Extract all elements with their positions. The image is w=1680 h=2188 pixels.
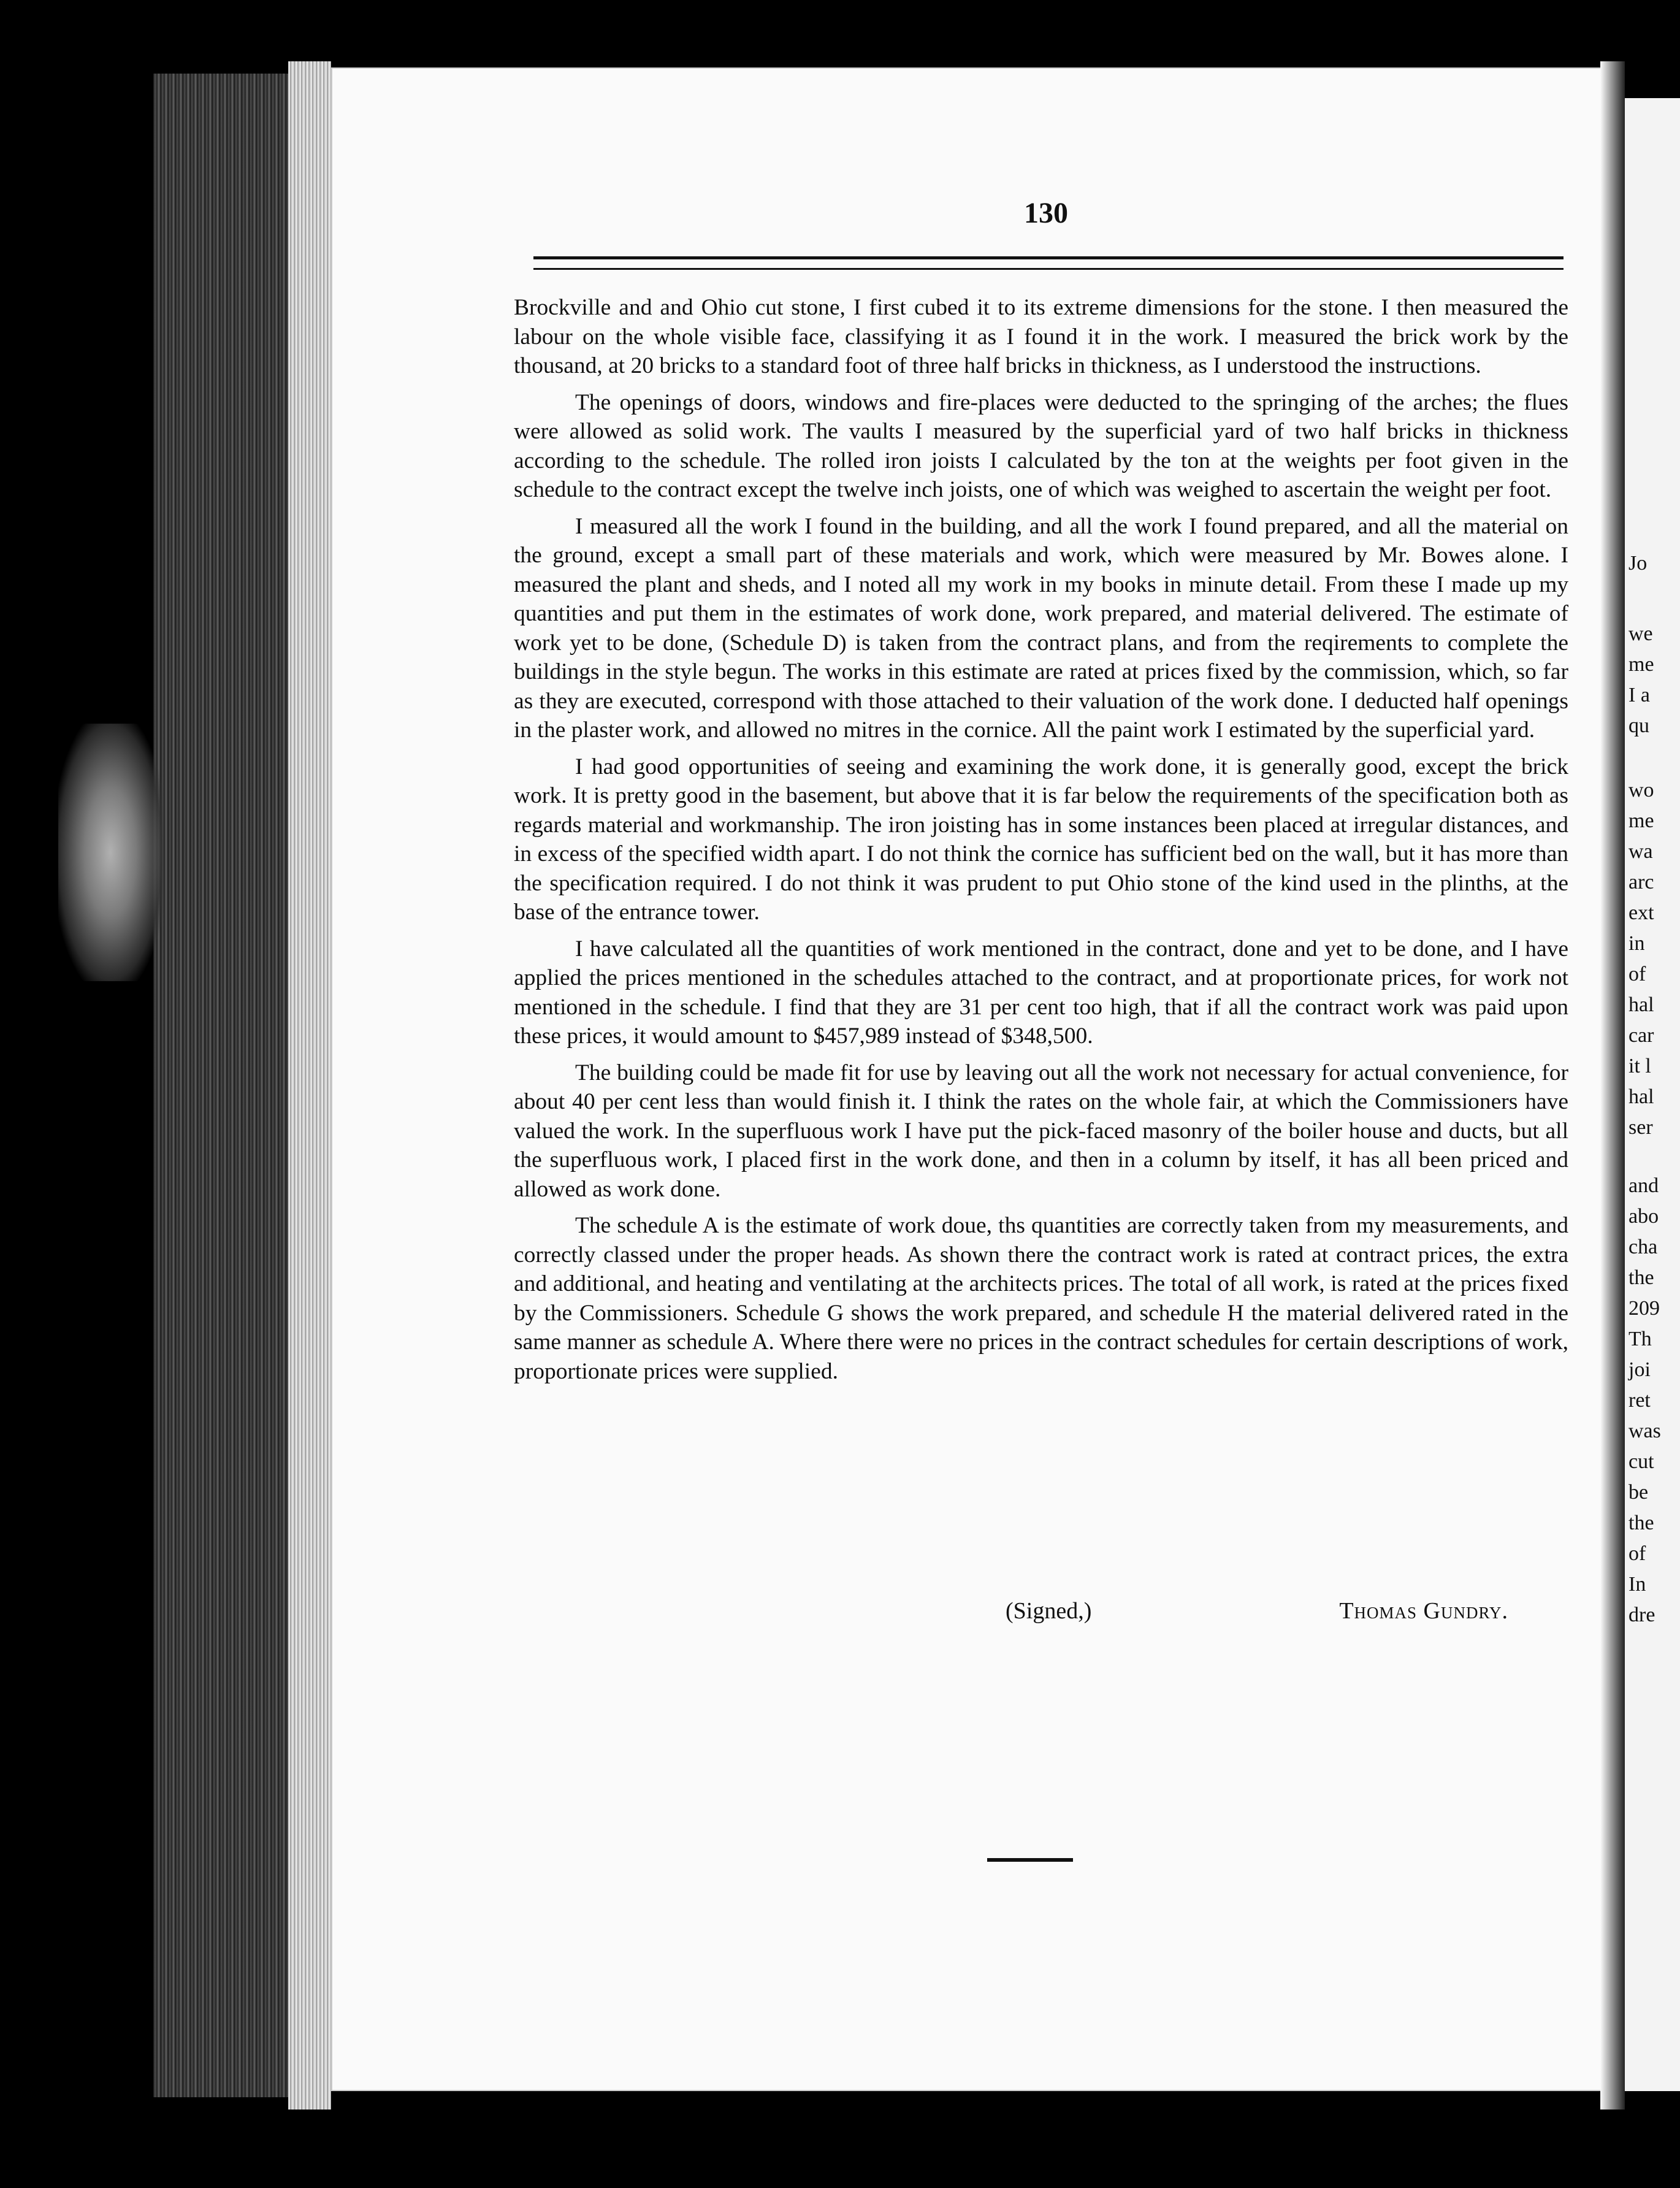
adjacent-page-word: qu xyxy=(1628,714,1649,737)
adjacent-page-word: joi xyxy=(1628,1358,1651,1381)
adjacent-page-word: ret xyxy=(1628,1389,1651,1412)
adjacent-page-word: the xyxy=(1628,1266,1654,1289)
adjacent-page-word: I a xyxy=(1628,684,1650,706)
adjacent-page-word: hal xyxy=(1628,993,1654,1016)
adjacent-page-word: in xyxy=(1628,932,1645,955)
adjacent-page-word: was xyxy=(1628,1420,1661,1442)
adjacent-page-word: wa xyxy=(1628,840,1653,863)
signature-line xyxy=(1006,1597,1508,1624)
adjacent-page-word: In xyxy=(1628,1573,1646,1596)
adjacent-page-word: cut xyxy=(1628,1450,1654,1473)
adjacent-page-word: arc xyxy=(1628,871,1654,893)
paragraph-1: Brockville and and Ohio cut stone, I first cubed it to its extreme dimensions for the stone. I then measured the labour on the whole visible face, classifying it as I found it in the work. I measured the brick work by the thousand, at 20 bricks to a standard foot of three half bricks in thickness, as I understood the instructions. xyxy=(514,295,1568,378)
adjacent-page-word: of xyxy=(1628,1542,1646,1565)
adjacent-page-word: Jo xyxy=(1628,552,1648,575)
adjacent-page-word: we xyxy=(1628,622,1653,645)
paragraph-2: The openings of doors, windows and fire-places were deducted to the springing of the arches; the flues were allowed as solid work. The vaults I measured by the superficial yard of two half bricks in thickness according to the schedule. The rolled iron joists I calculated by the ton at the weights per foot given in the schedule to the contract except the twelve inch joists, one of which was weighed to ascertain the weight per foot. xyxy=(514,389,1568,502)
paragraph-4: I had good opportunities of seeing and examining the work done, it is generally good, except the brick work. It is pretty good in the basement, but above that it is far below the requirements of the specification both as regards material and workmanship. The iron joisting has in some instances been placed at irregular distances, and in excess of the specified width apart. I do not think the cornice has sufficient bed on the wall, but it has more than the specification required. I do not think it was prudent to put Ohio stone of the kind used in the plinths, at the base of the entrance tower. xyxy=(514,754,1568,925)
adjacent-page-word: 209 xyxy=(1628,1297,1660,1320)
adjacent-page-word: me xyxy=(1628,809,1654,832)
adjacent-page-word: car xyxy=(1628,1024,1654,1047)
paragraph-3: I measured all the work I found in the building, and all the work I found prepared, and all the material on the ground, except a small part of these materials and work, which were measured by Mr. Bowes alone. I measured the plant and sheds, and I noted all my work in my books in minute detail. From these I made up my quantities and put them in the estimates of work done, work prepared, and material delivered. The estimate of work yet to be done, (Schedule D) is taken from the contract plans, and from the reqirements to complete the buildings in the style begun. The works in this estimate are rated at prices fixed by the commission, which, so far as they are executed, correspond with those attached to their valuation of the work done. I deducted half openings in the plaster work, and allowed no mitres in the cornice. All the paint work I estimated by the superficial yard. xyxy=(514,513,1568,743)
adjacent-page-word: ser xyxy=(1628,1116,1653,1139)
adjacent-page-word: cha xyxy=(1628,1236,1658,1258)
adjacent-page-word: and xyxy=(1628,1174,1659,1197)
adjacent-page-word: be xyxy=(1628,1481,1649,1504)
adjacent-page-word: abo xyxy=(1628,1205,1659,1228)
page-damage-mark xyxy=(58,724,162,981)
adjacent-page-word: the xyxy=(1628,1512,1654,1534)
paragraph-7: The schedule A is the estimate of work doue, ths quantities are correctly taken from my measurements, and correctly classed under the proper heads. As shown there the contract work is rated at contract prices, the extra and additional, and heating and ventilating at the architects prices. The total of all work, is rated at the prices fixed by the Commissioners. Schedule G shows the work prepared, and schedule H the material delivered rated in the same manner as schedule A. Where there were no prices in the contract schedules for certain descriptions of work, proportionate prices were supplied. xyxy=(514,1213,1568,1384)
paragraph-6: The building could be made fit for use by leaving out all the work not necessary for actual convenience, for about 40 per cent less than would finish it. I think the rates on the whole fair, at which the Commissioners have valued the work. In the superfluous work I have put the pick-faced masonry of the boiler house and ducts, but all the superfluous work, I placed first in the work done, and then in a column by itself, it has all been priced and allowed as work done. xyxy=(514,1060,1568,1202)
adjacent-page-word: ext xyxy=(1628,901,1654,924)
adjacent-page-word: it l xyxy=(1628,1055,1651,1077)
end-rule xyxy=(987,1858,1073,1862)
adjacent-page-word: of xyxy=(1628,963,1646,985)
header-rule xyxy=(533,256,1564,270)
gutter-shadow xyxy=(1600,61,1625,2110)
adjacent-page-fragment xyxy=(1625,98,1680,2091)
body-text xyxy=(514,293,1568,1393)
paragraph-5: I have calculated all the quantities of work mentioned in the contract, done and yet to be done, and I have applied the prices mentioned in the schedules attached to the contract, and at proportionate prices, for work not mentioned in the schedule. I find that they are 31 per cent too high, that if all the contract work was paid upon these prices, it would amount to $457,989 instead of $348,500. xyxy=(514,936,1568,1049)
adjacent-page-word: wo xyxy=(1628,779,1654,801)
adjacent-page-word: Th xyxy=(1628,1328,1652,1350)
adjacent-page-word: hal xyxy=(1628,1085,1654,1108)
page-number: 130 xyxy=(1024,197,1068,229)
adjacent-page-word: me xyxy=(1628,653,1654,676)
page-stack-edge xyxy=(288,61,331,2110)
signed-label: (Signed,) xyxy=(1006,1598,1092,1624)
signer-name: Thomas Gundry. xyxy=(1339,1598,1508,1624)
adjacent-page-word: dre xyxy=(1628,1604,1655,1626)
